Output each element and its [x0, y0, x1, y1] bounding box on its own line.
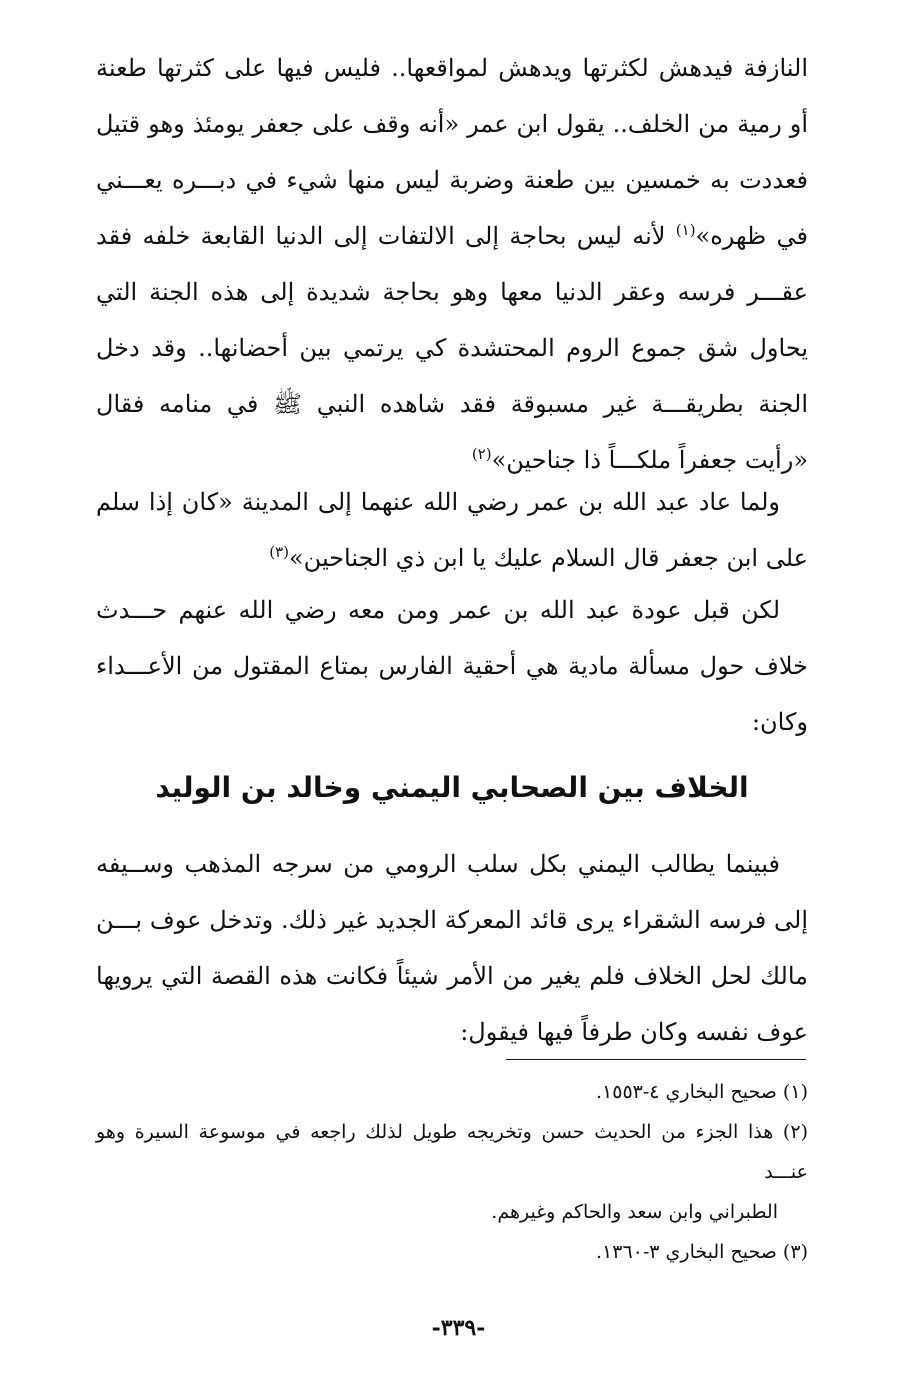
paragraph-continuation [96, 40, 808, 488]
footnote-reference-2: (٢) [471, 445, 492, 463]
footnote-2: (٢) هذا الجزء من الحديث حسن وتخريجه طويل لذلك راجعه في موسوعة السيرة وهو عنـــد [96, 1121, 808, 1183]
footnote-1: (١) صحيح البخاري ٤-١٥٥٣. [596, 1081, 808, 1103]
paragraph-text: لأنه ليس بحاجة إلى الالتفات إلى الدنيا القابعة خلفه فقد عقـــر فرسه وعقر الدنيا معها وهو بحاجة شديدة إلى هذه الجنة التي يحاول شق جموع الروم المحتشدة كي يرتمي بين أحضانها.. وقد دخل الجنة بطريقـــة غير مسبوقة فقد شاهده النبي ﷺ في منامه فقال «رأيت جعفراً ملكـــاً ذا جناحين» [96, 222, 808, 474]
paragraph-text: ولما عاد عبد الله بن عمر رضي الله عنهما إلى المدينة «كان إذا سلم على ابن جعفر قال السلام عليك يا ابن ذي الجناحين» [96, 488, 808, 572]
footnote-2-continuation: الطبراني وابن سعد والحاكم وغيرهم. [491, 1201, 778, 1223]
paragraph-dispute-intro: لكن قبل عودة عبد الله بن عمر ومن معه رضي الله عنهم حـــدث خلاف حول مسألة مادية هي أحقية الفارس بمتاع المقتول من الأعـــداء وكان: [96, 596, 808, 736]
footnote-reference-3: (٣) [269, 543, 289, 561]
paragraph-text: النازفة فيدهش لكثرتها ويدهش لمواقعها.. فليس فيها على كثرتها طعنة أو رمية من الخلف.. يقول ابن عمر «أنه وقف على جعفر يومئذ وهو قتيل فعددت به خمسين بين طعنة وضربة ليس منها شيء في دبـــره يعـــني في ظهره» [96, 54, 808, 250]
paragraph-dispute-story: فبينما يطالب اليمني بكل سلب الرومي من سرجه المذهب وســيفه إلى فرسه الشقراء يرى قائد المعركة الجديد غير ذلك. وتدخل عوف بـــن مالك لحل الخلاف فلم يغير من الأمر شيئاً فكانت هذه القصة التي يرويها عوف نفسه وكان طرفاً فيها فيقول: [96, 850, 808, 1046]
footnote-3: (٣) صحيح البخاري ٣-١٣٦٠. [596, 1241, 808, 1263]
page-number: -٣٣٩- [431, 1315, 486, 1341]
section-heading: الخلاف بين الصحابي اليمني وخالد بن الوليد [155, 771, 749, 804]
footnote-divider [506, 1059, 806, 1060]
footnotes-list [96, 1072, 808, 1272]
footnote-reference-1: (١) [675, 221, 696, 239]
paragraph-ibn-umar [96, 474, 808, 586]
